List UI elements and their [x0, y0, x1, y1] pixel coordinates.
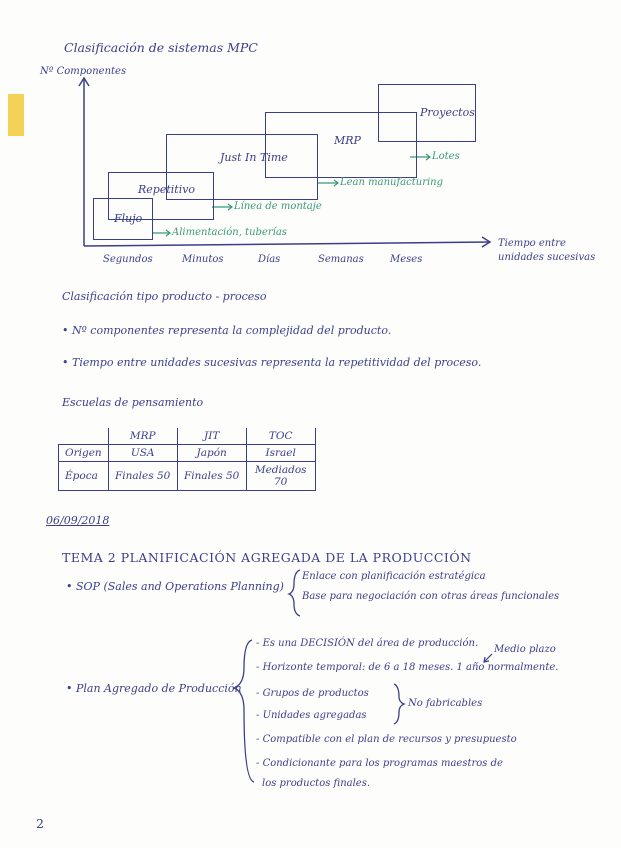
- x-tick-dias: Días: [258, 254, 281, 265]
- page-number: 2: [36, 816, 44, 831]
- x-axis-label-line2: unidades sucesivas: [498, 252, 596, 263]
- box-label-flujo: Flujo: [114, 212, 143, 225]
- annotation-alimentacion: Alimentación, tuberías: [172, 227, 287, 238]
- topic-title: TEMA 2 PLANIFICACIÓN AGREGADA DE LA PRODUCCIÓN: [62, 550, 472, 565]
- diagram-title: Clasificación de sistemas MPC: [64, 40, 258, 55]
- classification-bullet-2: • Tiempo entre unidades sucesivas representa la repetitividad del proceso.: [62, 356, 482, 369]
- date: 06/09/2018: [46, 514, 110, 527]
- x-tick-minutos: Minutos: [182, 254, 224, 265]
- table-row: Origen USA Japón Israel: [59, 445, 316, 462]
- annotation-lean: Lean manufacturing: [340, 177, 444, 188]
- plan-item-6: - Condicionante para los programas maestros de: [256, 758, 503, 769]
- annotation-lotes: Lotes: [432, 151, 460, 162]
- table-row: Época Finales 50 Finales 50 Mediados 70: [59, 462, 316, 491]
- header-toc: TOC: [246, 428, 315, 445]
- sop-item-1: Enlace con planificación estratégica: [302, 571, 486, 582]
- header-jit: JIT: [177, 428, 246, 445]
- medio-plazo: Medio plazo: [494, 644, 556, 655]
- x-tick-meses: Meses: [390, 254, 423, 265]
- schools-title: Escuelas de pensamiento: [62, 396, 204, 409]
- classification-title: Clasificación tipo producto - proceso: [62, 290, 267, 303]
- box-label-jit: Just In Time: [220, 151, 288, 164]
- x-tick-segundos: Segundos: [103, 254, 153, 265]
- box-label-mrp: MRP: [334, 134, 361, 147]
- header-mrp: MRP: [108, 428, 177, 445]
- no-fabricables: No fabricables: [408, 698, 483, 709]
- plan-item-1: - Es una DECISIÓN del área de producción.: [256, 638, 479, 649]
- x-tick-semanas: Semanas: [318, 254, 364, 265]
- box-label-repetitivo: Repetitivo: [138, 183, 196, 196]
- annotation-linea-montaje: Línea de montaje: [234, 201, 322, 212]
- classification-bullet-1: • Nº componentes representa la complejidad del producto.: [62, 324, 392, 337]
- plan-item-4: - Unidades agregadas: [256, 710, 367, 721]
- sop-label: • SOP (Sales and Operations Planning): [66, 580, 284, 593]
- plan-label: • Plan Agregado de Producción: [66, 682, 242, 695]
- plan-item-7: los productos finales.: [262, 778, 371, 789]
- x-axis-label-line1: Tiempo entre: [498, 238, 566, 249]
- sop-item-2: Base para negociación con otras áreas funcionales: [302, 591, 560, 602]
- plan-item-5: - Compatible con el plan de recursos y presupuesto: [256, 734, 517, 745]
- plan-item-2: - Horizonte temporal: de 6 a 18 meses. 1 año normalmente.: [256, 662, 559, 673]
- box-label-proyectos: Proyectos: [420, 106, 475, 119]
- y-axis-label: Nº Componentes: [40, 66, 127, 77]
- plan-item-3: - Grupos de productos: [256, 688, 369, 699]
